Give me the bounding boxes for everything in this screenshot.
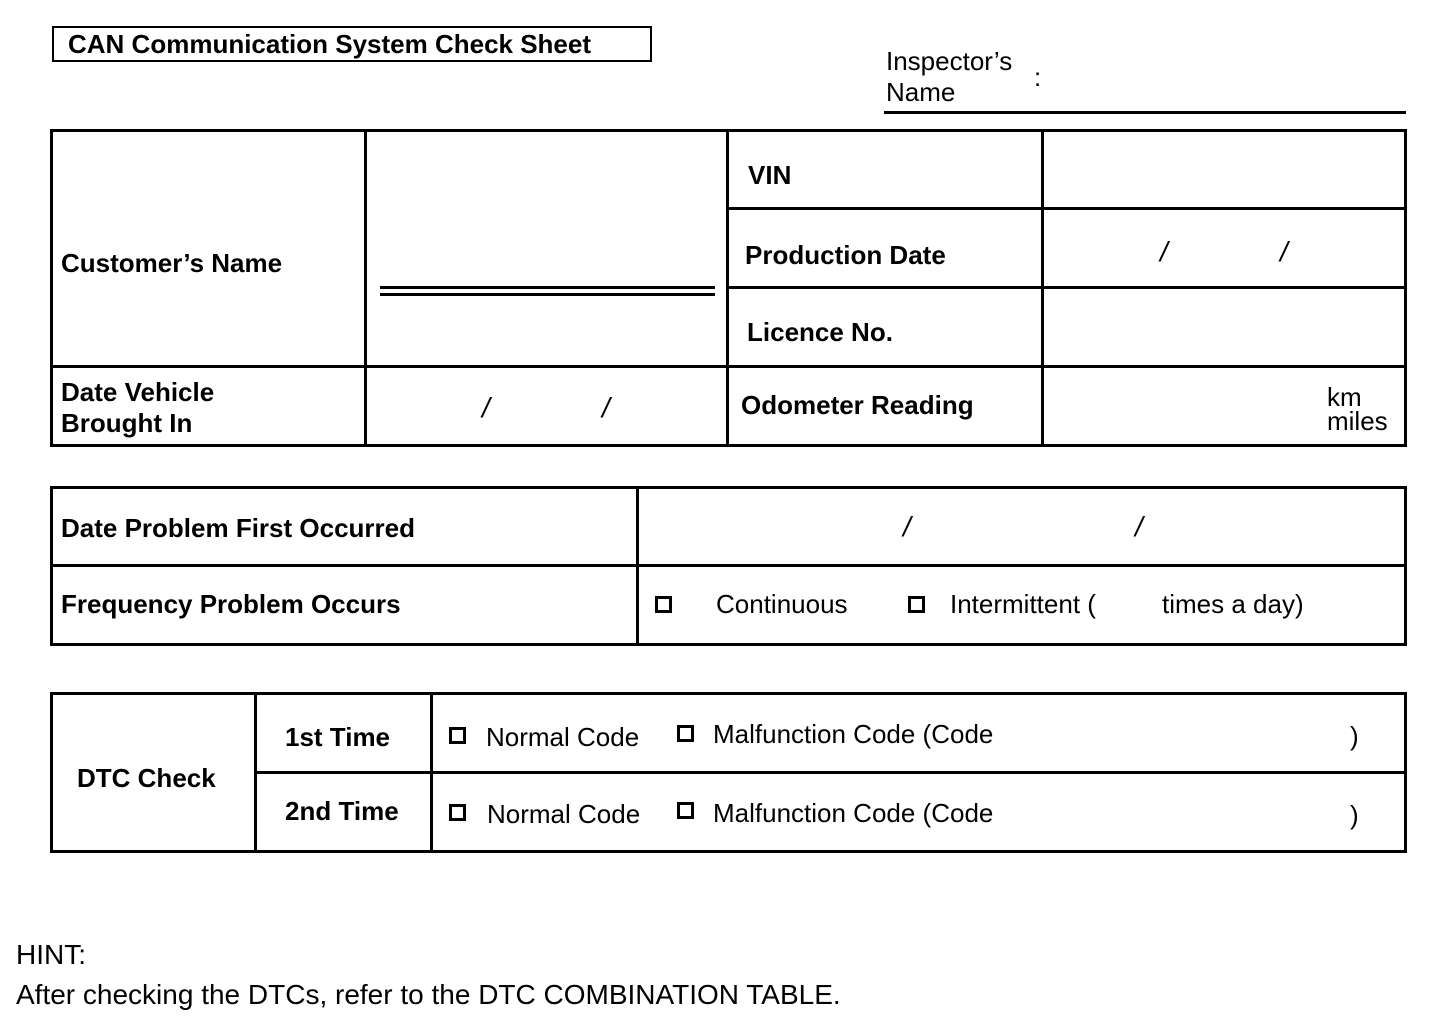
second-normal-code-checkbox[interactable] — [449, 804, 466, 821]
intermittent-checkbox[interactable] — [908, 596, 925, 613]
hint-text: After checking the DTCs, refer to the DTC COMBINATION TABLE. — [16, 979, 841, 1010]
inspector-name-label — [886, 46, 1012, 108]
first-malfunction-code-checkbox[interactable] — [677, 725, 694, 742]
date-separator: / — [1280, 236, 1288, 267]
date-separator: / — [903, 511, 911, 542]
vin-label: VIN — [748, 160, 792, 190]
date-separator: / — [602, 392, 610, 423]
intermittent-label: Intermittent ( — [950, 589, 1096, 619]
continuous-checkbox[interactable] — [655, 596, 672, 613]
dtc-check-label: DTC Check — [77, 763, 216, 793]
customer-name-field[interactable] — [380, 286, 715, 289]
second-malfunction-code-label: Malfunction Code (Code — [713, 798, 994, 828]
licence-no-label: Licence No. — [747, 317, 893, 347]
second-time-label: 2nd Time — [285, 796, 399, 826]
divider — [726, 286, 1407, 289]
customer-name-underline — [380, 293, 715, 296]
date-separator: / — [1160, 236, 1168, 267]
date-separator: / — [1135, 511, 1143, 542]
divider — [50, 564, 1407, 567]
hint-title: HINT: — [16, 939, 86, 970]
customer-name-label: Customer’s Name — [61, 248, 283, 278]
date-brought-in-line2: Brought In — [61, 408, 193, 438]
second-close-paren: ) — [1350, 800, 1359, 830]
divider — [364, 129, 367, 447]
second-malfunction-code-checkbox[interactable] — [677, 802, 694, 819]
inspector-name-field[interactable] — [884, 111, 1406, 114]
unit-miles: miles — [1327, 406, 1388, 436]
first-close-paren: ) — [1350, 721, 1359, 751]
divider — [50, 365, 1407, 368]
continuous-label: Continuous — [716, 589, 848, 619]
divider — [254, 771, 1407, 774]
odometer-label: Odometer Reading — [741, 390, 974, 420]
sheet-title: CAN Communication System Check Sheet — [52, 26, 652, 62]
unit-km: km — [1327, 382, 1362, 412]
times-a-day-label: times a day) — [1162, 589, 1304, 619]
first-normal-code-label: Normal Code — [486, 722, 640, 752]
second-normal-code-label: Normal Code — [487, 799, 641, 829]
first-normal-code-checkbox[interactable] — [449, 727, 466, 744]
first-malfunction-code-label: Malfunction Code (Code — [713, 719, 994, 749]
date-separator: / — [482, 392, 490, 423]
production-date-label: Production Date — [745, 240, 946, 270]
frequency-label: Frequency Problem Occurs — [61, 589, 401, 619]
inspector-label-line2: Name — [886, 77, 956, 107]
inspector-label-line1: Inspector’s — [886, 46, 1013, 76]
first-time-label: 1st Time — [285, 722, 391, 752]
date-first-occurred-label: Date Problem First Occurred — [61, 513, 415, 543]
divider — [726, 207, 1407, 210]
inspector-colon: : — [1034, 62, 1042, 92]
date-brought-in-line1: Date Vehicle — [61, 377, 215, 407]
date-brought-in-label — [61, 377, 214, 439]
